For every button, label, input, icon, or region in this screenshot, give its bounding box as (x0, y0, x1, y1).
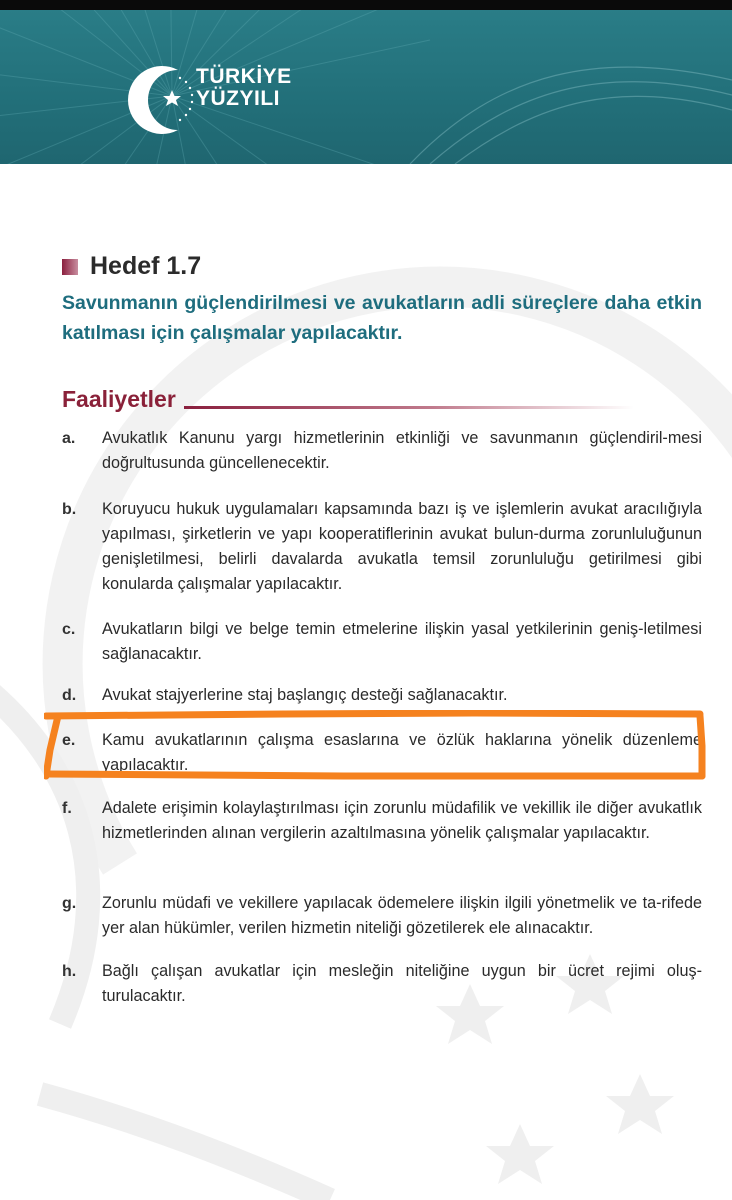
goal-title: Hedef 1.7 (90, 252, 202, 280)
goal-description: Savunmanın güçlendirilmesi ve avukatların adli süreçlere daha etkin katılması için çalışmalar yapılacaktır. (62, 292, 702, 344)
item-letter: e. (62, 732, 76, 749)
item-letter: c. (62, 621, 76, 638)
item-text: Zorunlu müdafi ve vekillere yapılacak ödemelere ilişkin ilgili yönetmelik ve ta-rifede yer alan hükümler, verilen hizmetin niteliği gözetilerek ele alınacaktır. (102, 894, 702, 937)
item-letter: a. (62, 430, 76, 447)
activity-item-c (62, 617, 702, 667)
star-icon (163, 90, 181, 106)
goal-marker (62, 259, 78, 275)
item-text: Kamu avukatlarının çalışma esaslarına ve özlük haklarına yönelik düzenleme yapılacaktır. (102, 731, 702, 774)
item-letter: h. (62, 963, 77, 980)
logo-line1: TÜRKİYE (196, 65, 292, 88)
activity-item-a (62, 426, 702, 476)
item-text: Avukat stajyerlerine staj başlangıç desteği sağlanacaktır. (102, 686, 508, 704)
activities-rule (184, 406, 634, 409)
highlight-box (44, 710, 706, 780)
banner-pattern (0, 10, 732, 164)
item-text: Avukatların bilgi ve belge temin etmelerine ilişkin yasal yetkilerinin geniş-letilmesi sağlanacaktır. (102, 620, 702, 663)
item-text: Bağlı çalışan avukatlar için mesleğin niteliğine uygun bir ücret rejimi oluş-turulacaktır. (102, 962, 702, 1005)
item-text: Avukatlık Kanunu yargı hizmetlerinin etkinliği ve savunmanın güçlendiril-mesi doğrultusunda güncellenecektir. (102, 429, 702, 472)
activity-item-f (62, 796, 702, 846)
activity-item-d (62, 683, 702, 708)
item-letter: b. (62, 501, 77, 518)
activity-item-b (62, 497, 702, 597)
header-banner (0, 10, 732, 164)
item-letter: f. (62, 800, 72, 817)
top-status-bar (0, 0, 732, 10)
activities-title: Faaliyetler (62, 386, 176, 412)
logo-text (196, 66, 292, 110)
activity-item-g (62, 891, 702, 941)
logo-line2: YÜZYILI (196, 87, 281, 110)
item-letter: g. (62, 895, 77, 912)
item-text: Koruyucu hukuk uygulamaları kapsamında bazı iş ve işlemlerin avukat aracılığıyla yapılması, şirketlerin ve yapı kooperatiflerinin avukat bulun-durma zorunluluğunun genişletilmesi, belirli davalarda avukatla temsil zorunluluğu getirilmesi gibi konularda çalışmalar yapılacaktır. (102, 500, 702, 593)
activity-item-h (62, 959, 702, 1009)
item-text: Adalete erişimin kolaylaştırılması için zorunlu müdafilik ve vekillik ile diğer avukatlık hizmetlerinden alınan vergilerin azaltılmasına yönelik çalışmalar yapılacaktır. (102, 799, 702, 842)
item-letter: d. (62, 687, 77, 704)
